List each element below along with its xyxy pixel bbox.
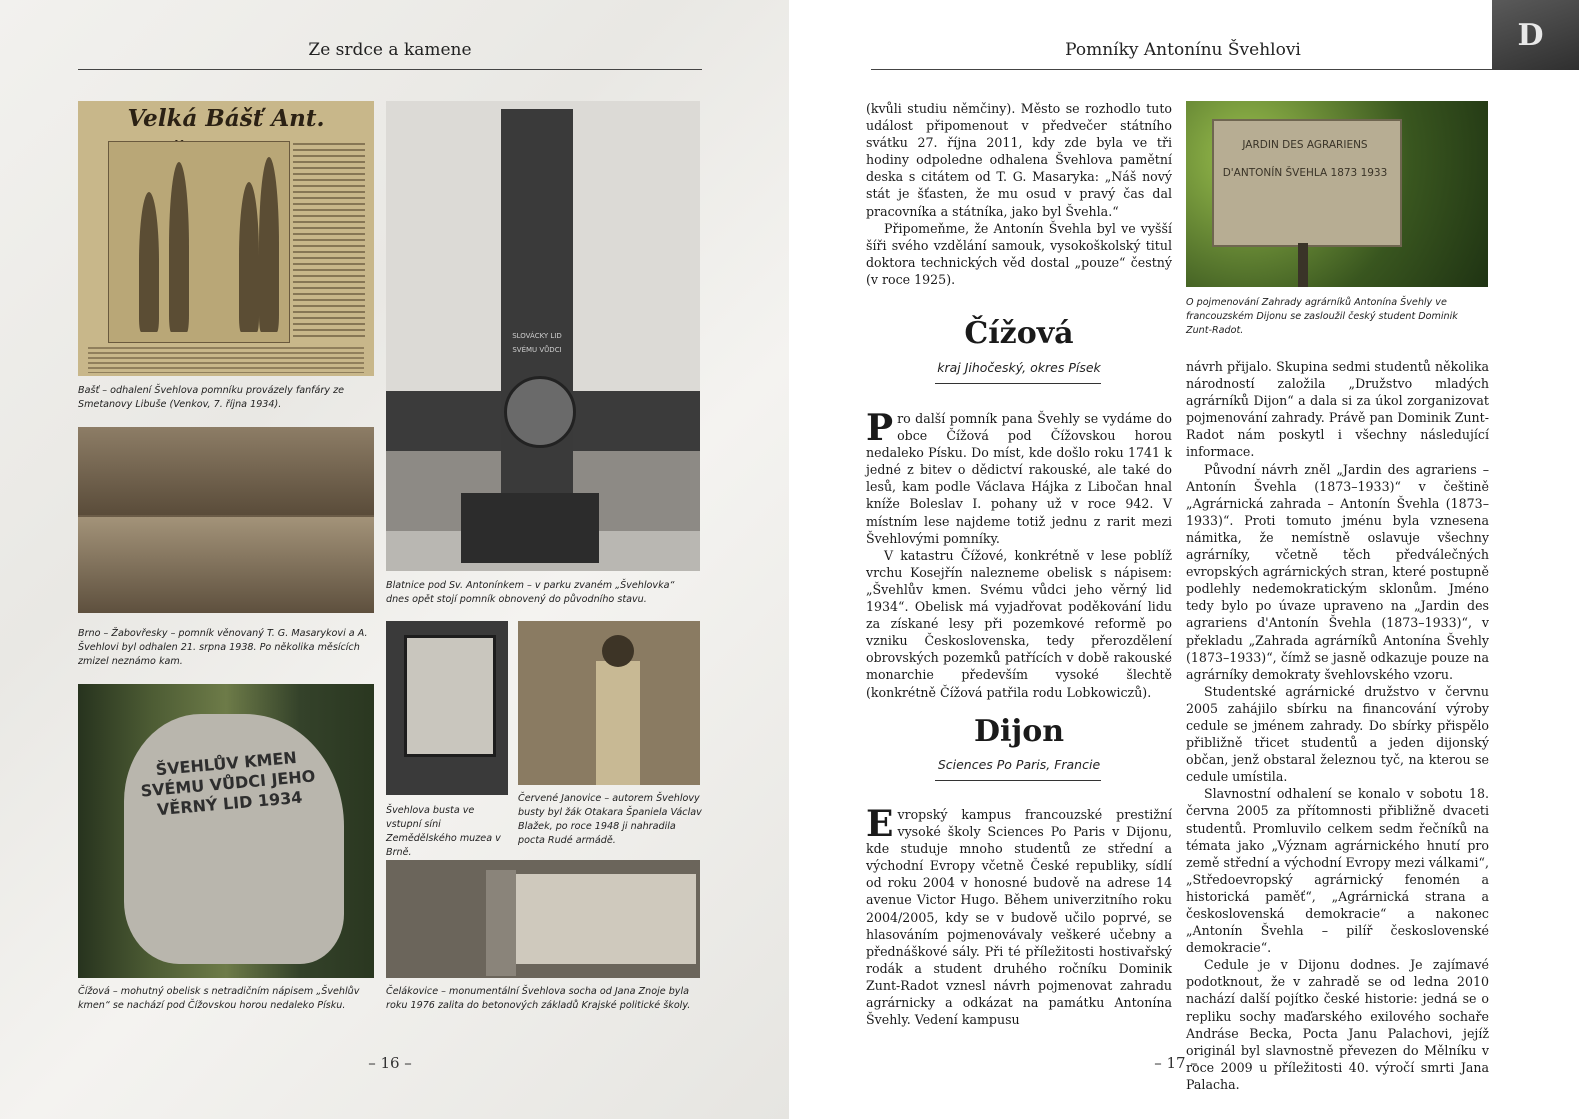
bust-frame xyxy=(404,635,496,757)
photo-cervene-janovice xyxy=(518,621,700,785)
cizova-text xyxy=(866,407,1172,701)
caption-jardin: O pojmenování Zahrady agrárníků Antonína Švehly ve francouzském Dijonu se zasloužil český student Dominik Zunt-Radot. xyxy=(1186,297,1458,336)
tree-shape xyxy=(139,192,159,332)
bust-shape xyxy=(602,635,634,667)
stone-inscription: ŠVEHLŮV KMEN SVÉMU VŮDCI JEHO VĚRNÝ LID 1934 xyxy=(139,747,317,820)
photo-celakovice xyxy=(386,860,700,978)
section-title-cizova: Čížová xyxy=(964,316,1074,351)
caption-brno: Brno – Žabovřesky – pomník věnovaný T. G. Masarykovi a A. Švehlovi byl odhalen 21. srpna 1938. Po několika měsících zmizel neznámo kam. xyxy=(78,628,368,667)
chapter-tab-letter: D xyxy=(1517,17,1544,53)
obelisk-medallion xyxy=(504,376,576,448)
photo-stone-cizova xyxy=(78,684,374,978)
page-number-right: – 17 – xyxy=(1154,1054,1198,1072)
column-2-paragraph: návrh přijalo. Skupina sedmi studentů několika národností založila „Družstvo mladých agrárníků Dijon“ a dala si za úkol zorganizovat pojmenování zahrady. Právě pan Dominik Zunt-Radot nám poskytl i všechny následující informace. xyxy=(1186,359,1489,460)
intro-text xyxy=(866,100,1172,288)
dijon-text xyxy=(866,803,1172,1028)
photo-newspaper-basta xyxy=(78,101,374,376)
obelisk-base xyxy=(461,493,599,563)
right-page xyxy=(789,0,1579,1119)
intro-paragraph: Připomeňme, že Antonín Švehla byl ve vyšší šíři svého vzdělání samouk, vysokoškolský titul doktora technických věd dostal „pouze“ čestný (v roce 1925). xyxy=(866,220,1172,287)
caption-cizova: Čížová – mohutný obelisk s netradičním nápisem „Švehlův kmen“ se nachází pod Čížovskou horou nedaleko Písku. xyxy=(78,986,360,1011)
newspaper-footer-text xyxy=(88,347,364,373)
newspaper-title: Velká Bášť Ant. xyxy=(127,105,325,132)
tree-shape xyxy=(259,157,279,332)
intro-paragraph: (kvůli studiu němčiny). Město se rozhodlo tuto událost připomenout v předvečer státního svátku 27. října 2011, kdy zde byla ve tři hodiny odpoledne odhalena Švehlova pamětní deska s citátem od T. G. Masaryka: „Náš nový stát je šťasten, že mu osud v pravý čas dal pracovníka a státníka, jako byl Švehla.“ xyxy=(866,101,1172,219)
running-head-left: Ze srdce a kamene xyxy=(308,40,472,60)
chapter-tab xyxy=(1492,0,1579,70)
subtitle-rule xyxy=(935,383,1101,384)
running-head-right: Pomníky Antonínu Švehlovi xyxy=(1065,40,1301,60)
newspaper-illustration xyxy=(108,141,290,343)
left-page xyxy=(0,0,789,1119)
dropcap-p: P xyxy=(866,407,894,449)
caption-cervene: Červené Janovice – autorem Švehlovy busty byl žák Otakara Španiela Václav Blažek, po roce 1948 ji nahradila pocta Rudé armádě. xyxy=(518,793,702,846)
plinth-shape xyxy=(596,661,640,785)
column-2-paragraph: Slavnostní odhalení se konalo v sobotu 18. června 2005 za přítomnosti přibližně dvaceti studentů. Promluvilo celkem sedm řečníků na témata jako „Význam agrárnického hnutí pro země střední a východní Evropy mezi válkami“, „Středoevropský agrárnický fenomén a historická paměť“, „Agrárnická strana a československá demokracie“ a nakonec „Antonín Švehla – pilíř československé demokracie“. xyxy=(1186,786,1489,956)
cizova-paragraph: Pro další pomník pana Švehly se vydáme do obce Čížová pod Čížovskou horou nedaleko Písku. Do míst, kde došlo roku 1741 k jedné z bitev o dědictví rakouské, ale také do lesů, kam podle Václava Hájka z Libočan hnal kníže Boleslav I. pohany už v roce 942. V místním lese najdeme totiž jednu z rarit mezi Švehlovými pomníky. xyxy=(866,407,1172,546)
photo-busta-brno xyxy=(386,621,508,795)
tree-shape xyxy=(239,182,259,332)
header-rule-left xyxy=(78,69,702,70)
caption-basta: Bašť – odhalení Švehlova pomníku provázely fanfáry ze Smetanovy Libuše (Venkov, 7. října 1934). xyxy=(78,385,345,410)
caption-blatnice: Blatnice pod Sv. Antonínkem – v parku zvaném „Švehlovka“ dnes opět stojí pomník obnovený do původního stavu. xyxy=(386,580,675,605)
photo-brno-bottom xyxy=(78,517,374,613)
tree-shape xyxy=(169,162,189,332)
section-title-dijon: Dijon xyxy=(973,714,1065,749)
garden-sign-text: JARDIN DES AGRARIENS D'ANTONÍN ŠVEHLA 1873 1933 xyxy=(1222,139,1388,179)
building-shape xyxy=(506,874,696,964)
statue-shape xyxy=(486,870,516,976)
photo-obelisk-blatnice xyxy=(386,101,700,571)
page-number-left: – 16 – xyxy=(368,1054,412,1072)
caption-busta: Švehlova busta ve vstupní síni Zemědělského muzea v Brně. xyxy=(386,805,501,858)
column-2-text xyxy=(1186,358,1489,1093)
cizova-paragraph: V katastru Čížové, konkrétně v lese poblíž vrchu Kosejřín nalezneme obelisk s nápisem: „Švehlův kmen. Svému vůdci jeho věrný lid 1934“. Obelisk má vyjadřovat poděkování lidu za získané lesy při pozemkové reformě po vzniku Československa, tedy přerozdělení obrovských pozemků patřících v době rakouské monarchie především vysoké šlechtě (konkrétně Čížová patřila rodu Lobkowiczů). xyxy=(866,547,1172,700)
photo-brno xyxy=(78,427,374,613)
photo-brno-top xyxy=(78,427,374,515)
dijon-paragraph: Evropský kampus francouzské prestižní vysoké školy Sciences Po Paris v Dijonu, kde studuje mnoho studentů ze střední a východní Evropy včetně České republiky, sídlí od roku 2004 v honosné budově na adrese 14 avenue Victor Hugo. Během univerzitního roku 2004/2005, kdy se v budově učilo poprvé, se hlasováním pojmenovávaly veškeré učebny a přednáškové sály. Při té příležitosti hostivařský rodák a student druhého ročníku Dominik Zunt-Radot vznesl návrh pojmenovat zahradu agrárnicky a odkázat na památku Antonína Švehly. Vedení kampusu xyxy=(866,803,1172,1028)
sign-post xyxy=(1298,243,1308,287)
column-2-paragraph: Původní návrh zněl „Jardin des agrariens – Antonín Švehla (1873–1933)“ v češtině „Agrárnická zahrada – Antonín Švehla (1873–1933)“. Proti tomuto jménu byla vznesena námitka, že nemístně oslavuje všechny agrárníky, včetně těch předválečných evropských agrárnických stran, které postupně podlehly nedemokratickým sklonům. Jméno tedy bylo po úvaze upraveno na „Jardin des agrariens d'Antonín Švehla (1873–1933)“, v překladu „Zahrada agrárníků Antonína Švehly (1873–1933)“, čímž se jasně odkazuje pouze na agrárníky demokraty švehlovského vzoru. xyxy=(1186,461,1489,682)
newspaper-text-column xyxy=(293,143,365,341)
column-2-paragraph: Studentské agrárnické družstvo v červnu 2005 zahájilo sbírku na financování výroby cedule se jménem zahrady. Do sbírky přispělo přibližně třicet studentů a jeden dijonský občan, jenž obstaral železnou tyč, na kterou se cedule umístila. xyxy=(1186,683,1489,785)
section-subtitle-dijon: Sciences Po Paris, Francie xyxy=(937,757,1101,772)
photo-jardin-dijon xyxy=(1186,101,1488,287)
subtitle-rule xyxy=(935,780,1101,781)
obelisk-inscription: SLOVÁCKY LID SVÉMU VŮDCI xyxy=(512,332,562,354)
caption-celakovice: Čelákovice – monumentální Švehlova socha od Jana Znoje byla roku 1976 zalita do betonových základů Krajské politické školy. xyxy=(386,986,691,1011)
section-subtitle-cizova: kraj Jihočeský, okres Písek xyxy=(937,360,1101,375)
column-2-paragraph: Cedule je v Dijonu dodnes. Je zajímavé podotknout, že v zahradě se od ledna 2010 nachází další pojítko české historie: jedná se o repliku sochy maďarského exilového sochaře Andráse Becka, Pocta Janu Palachovi, jejíž originál byl slavnostně převezen do Mělníku v roce 2009 u příležitosti 40. výročí smrti Jana Palacha. xyxy=(1186,957,1489,1092)
header-rule-right xyxy=(871,69,1501,70)
dropcap-e: E xyxy=(866,803,894,845)
